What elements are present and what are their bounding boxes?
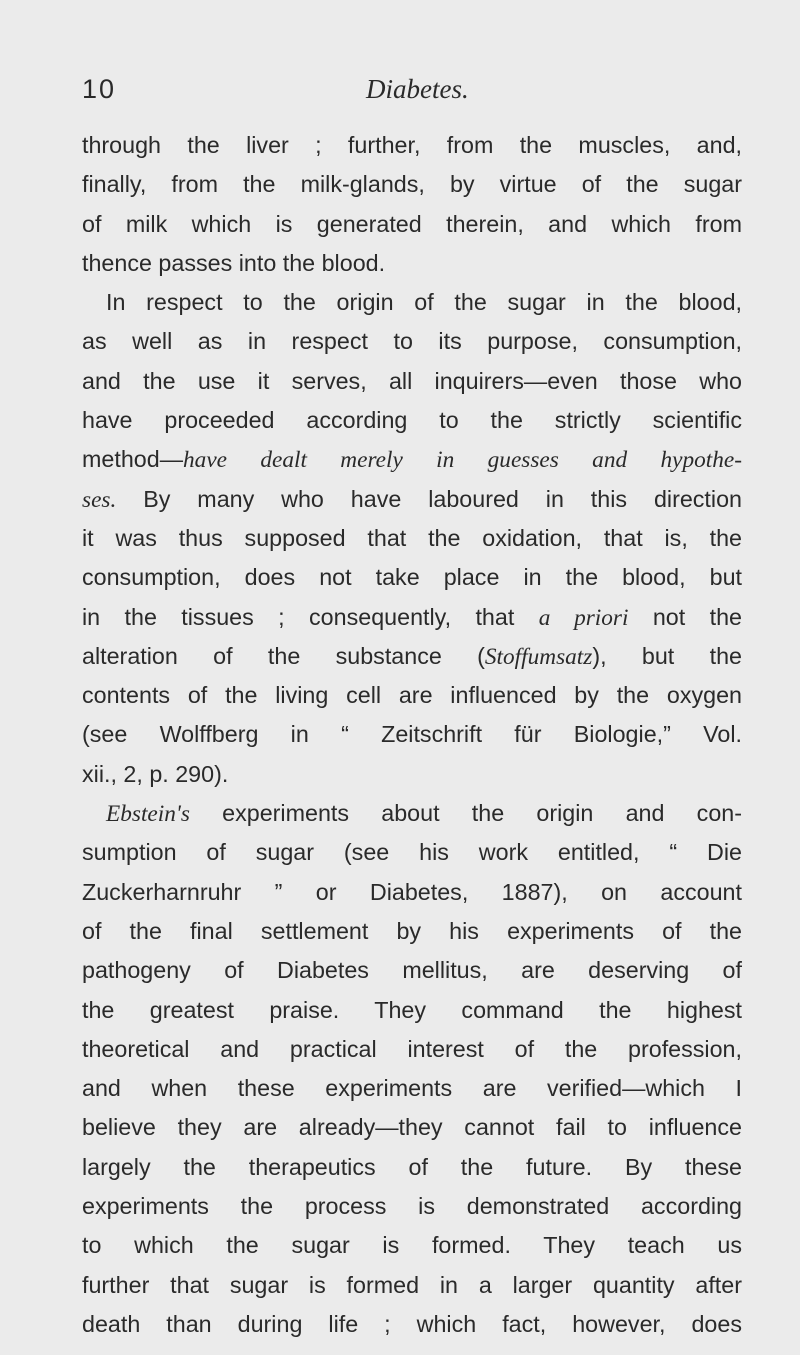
paragraph-3 (82, 794, 742, 1344)
paragraph-2 (82, 283, 742, 794)
body-text (82, 126, 742, 1344)
text-line: of the final settlement by his experiments of the (82, 917, 742, 944)
text-line: believe they are already—they cannot fail to influence (82, 1114, 742, 1141)
running-title: Diabetes. (366, 74, 469, 104)
text-line: largely the therapeutics of the future. By these (82, 1153, 742, 1180)
text-line: thence passes into the blood. (82, 249, 386, 276)
text-line (82, 598, 742, 637)
text-line: and when these experiments are verified—which I (82, 1075, 742, 1102)
text-line: it was thus supposed that the oxidation, that is, the (82, 524, 742, 551)
text-line: consumption, does not take place in the blood, but (82, 564, 742, 591)
text-line (82, 637, 742, 676)
text-line: death than during life ; which fact, however, does (82, 1310, 742, 1337)
text-segment: experiments about the origin and con- (189, 800, 742, 827)
italic-phrase: a priori (538, 604, 629, 631)
text-line: xii., 2, p. 290). (82, 760, 229, 787)
page-number: 10 (82, 74, 117, 104)
text-line: as well as in respect to its purpose, consumption, (82, 328, 742, 355)
text-line: to which the sugar is formed. They teach us (82, 1232, 742, 1259)
text-line: the greatest praise. They command the highest (82, 996, 742, 1023)
text-segment: alteration of the substance ( (82, 642, 485, 669)
text-line: finally, from the milk-glands, by virtue of the sugar (82, 171, 742, 198)
text-segment: method— (82, 446, 184, 473)
text-line: of milk which is generated therein, and which from (82, 210, 742, 237)
text-line: further that sugar is formed in a larger quantity after (82, 1271, 742, 1298)
text-line: experiments the process is demonstrated according (82, 1193, 742, 1220)
italic-phrase: have dealt merely in guesses and hypothe- (183, 447, 742, 474)
text-line: In respect to the origin of the sugar in the blood, (106, 289, 742, 316)
text-line: pathogeny of Diabetes mellitus, are deserving of (82, 957, 742, 984)
text-line (82, 794, 742, 833)
text-line: Zuckerharnruhr ” or Diabetes, 1887), on account (82, 878, 742, 905)
text-line: have proceeded according to the strictly scientific (82, 407, 742, 434)
text-segment: ), but the (592, 642, 742, 669)
text-segment: not the (628, 603, 742, 630)
italic-phrase: ses. (82, 486, 117, 513)
text-line: (see Wolffberg in “ Zeitschrift für Biologie,” Vol. (82, 721, 742, 748)
italic-phrase: Stoffumsatz (484, 643, 593, 670)
text-line: theoretical and practical interest of the profession, (82, 1035, 742, 1062)
text-line: through the liver ; further, from the muscles, and, (82, 132, 742, 158)
text-line: and the use it serves, all inquirers—even those who (82, 367, 742, 394)
text-line: contents of the living cell are influenced by the oxygen (82, 682, 742, 709)
paragraph-1 (82, 126, 742, 283)
text-line: sumption of sugar (see his work entitled, “ Die (82, 839, 742, 866)
text-line (82, 480, 742, 519)
text-segment: in the tissues ; consequently, that (82, 603, 539, 630)
page-header (82, 62, 738, 112)
text-line (82, 440, 742, 479)
italic-phrase: Ebstein's (106, 801, 190, 828)
text-segment: By many who have laboured in this direction (116, 485, 742, 512)
